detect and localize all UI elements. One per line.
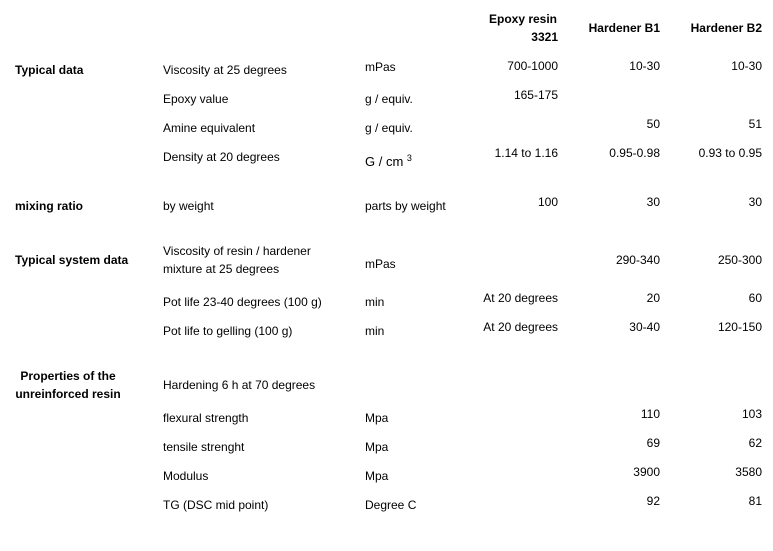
unit-density-exponent: 3 — [406, 153, 412, 163]
section-mixing-ratio: mixing ratio — [15, 199, 84, 213]
epoxy-by-weight: 100 — [537, 195, 558, 209]
property-mix-viscosity-line2: mixture at 25 degrees — [163, 262, 280, 276]
b2-by-weight: 30 — [748, 195, 762, 209]
b2-tg: 81 — [748, 494, 762, 508]
b1-modulus: 3900 — [633, 465, 660, 479]
b1-tg: 92 — [646, 494, 660, 508]
header-epoxy-resin-code: 3321 — [531, 30, 558, 44]
b2-gelling: 120-150 — [717, 320, 762, 334]
unit-amine-equivalent: g / equiv. — [365, 121, 413, 135]
unit-epoxy-value: g / equiv. — [365, 92, 413, 106]
unit-by-weight: parts by weight — [365, 199, 446, 213]
property-amine-equivalent: Amine equivalent — [163, 121, 256, 135]
property-by-weight: by weight — [163, 199, 214, 213]
unit-viscosity-25: mPas — [365, 60, 396, 74]
unit-gelling: min — [365, 324, 385, 338]
b2-viscosity-25: 10-30 — [731, 59, 762, 73]
section-properties-line2: unreinforced resin — [15, 387, 121, 401]
b1-pot-life: 20 — [646, 291, 660, 305]
unit-mix-viscosity: mPas — [365, 257, 396, 271]
b1-mix-viscosity: 290-340 — [615, 253, 660, 267]
header-hardener-b2: Hardener B2 — [690, 21, 762, 35]
property-tg: TG (DSC mid point) — [163, 498, 269, 512]
property-tensile: tensile strenght — [163, 440, 245, 454]
b1-flexural: 110 — [640, 407, 660, 421]
unit-pot-life: min — [365, 295, 385, 309]
property-flexural: flexural strength — [163, 411, 249, 425]
header-epoxy-resin: Epoxy resin — [488, 12, 558, 26]
property-viscosity-25: Viscosity at 25 degrees — [163, 63, 287, 77]
epoxy-density: 1.14 to 1.16 — [494, 146, 558, 160]
b1-by-weight: 30 — [646, 195, 660, 209]
epoxy-gelling: At 20 degrees — [483, 320, 558, 334]
b1-density: 0.95-0.98 — [609, 146, 660, 160]
b1-amine-equivalent: 50 — [646, 117, 660, 131]
b1-tensile: 69 — [646, 436, 660, 450]
property-density: Density at 20 degrees — [163, 150, 280, 164]
epoxy-pot-life: At 20 degrees — [483, 291, 558, 305]
section-properties-line1: Properties of the — [20, 369, 116, 383]
property-pot-life: Pot life 23-40 degrees (100 g) — [163, 295, 322, 309]
b2-tensile: 62 — [748, 436, 762, 450]
section-typical-system-data: Typical system data — [15, 253, 129, 267]
property-hardening: Hardening 6 h at 70 degrees — [163, 378, 316, 392]
b2-flexural: 103 — [741, 407, 762, 421]
b2-modulus: 3580 — [735, 465, 762, 479]
b2-mix-viscosity: 250-300 — [717, 253, 762, 267]
b1-viscosity-25: 10-30 — [629, 59, 660, 73]
unit-tensile: Mpa — [365, 440, 389, 454]
b2-amine-equivalent: 51 — [748, 117, 762, 131]
section-typical-data: Typical data — [15, 63, 84, 77]
epoxy-viscosity-25: 700-1000 — [507, 59, 558, 73]
unit-flexural: Mpa — [365, 411, 389, 425]
unit-modulus: Mpa — [365, 469, 389, 483]
property-epoxy-value: Epoxy value — [163, 92, 229, 106]
b2-pot-life: 60 — [748, 291, 762, 305]
property-mix-viscosity-line1: Viscosity of resin / hardener — [163, 244, 311, 258]
unit-density-text: G / cm — [365, 154, 404, 169]
b2-density: 0.93 to 0.95 — [698, 146, 762, 160]
property-gelling: Pot life to gelling (100 g) — [163, 324, 293, 338]
unit-density — [365, 149, 412, 171]
header-hardener-b1: Hardener B1 — [588, 21, 660, 35]
b1-gelling: 30-40 — [629, 320, 660, 334]
unit-tg: Degree C — [365, 498, 417, 512]
epoxy-epoxy-value: 165-175 — [513, 88, 558, 102]
property-modulus: Modulus — [163, 469, 209, 483]
